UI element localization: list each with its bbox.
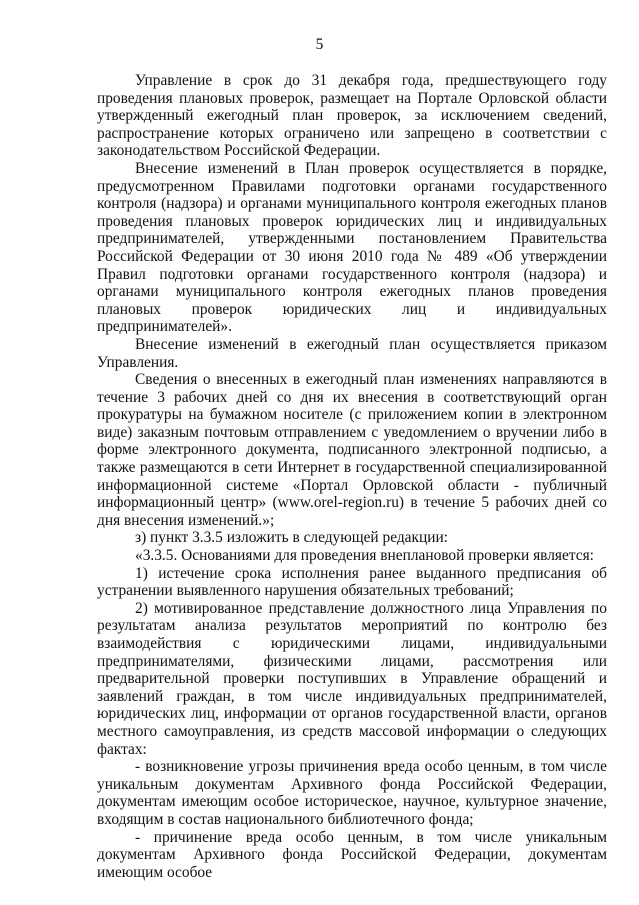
paragraph-grounds-heading: «3.3.5. Основаниями для проведения внеплановой проверки является: — [135, 547, 594, 565]
paragraph-plan-changes-order: Внесение изменений в ежегодный план осуществляется приказом Управления. — [97, 335, 607, 371]
page-number: 5 — [315, 36, 324, 53]
list-item-ground-1: 1) истечение срока исполнения ранее выданного предписания об устранении выявленного нарушения обязательных требований; — [97, 564, 607, 600]
paragraph-amendment-clause: з) пункт 3.3.5 изложить в следующей редакции: — [135, 529, 448, 547]
list-item-fact-harm: - причинение вреда особо ценным, в том числе уникальным документам Архивного фонда Российской Федерации, документам имеющим особое — [97, 828, 607, 881]
paragraph-changes-notification: Сведения о внесенных в ежегодный план изменениях направляются в течение 3 рабочих дней со дня их внесения в соответствующий орган прокуратуры на бумажном носителе (с приложением копии в электронном виде) заказным почтовым отправлением с уведомлением о вручении либо в форме электронного документа, подписанного электронной подписью, а также размещаются в сети Интернет в государственной специализированной информационной системе «Портал Орловской области - публичный информационный центр» (www.orel-region.ru) в течение 5 рабочих дней со дня внесения изменений.»; — [97, 371, 607, 529]
document-body — [97, 72, 607, 881]
paragraph-plan-changes-procedure: Внесение изменений в План проверок осуществляется в порядке, предусмотренном Правилами подготовки органами государственного контроля (надзора) и органами муниципального контроля ежегодных планов проведения плановых проверок юридических лиц и индивидуальных предпринимателей, утвержденными постановлением Правительства Российской Федерации от 30 июня 2010 года № 489 «Об утверждении Правил подготовки органами государственного контроля (надзора) и органами муниципального контроля ежегодных планов проведения плановых проверок юридических лиц и индивидуальных предпринимателей». — [97, 159, 607, 336]
list-item-ground-2: 2) мотивированное представление должностного лица Управления по результатам анализа результатов мероприятий по контролю без взаимодействия с юридическими лицами, индивидуальными предпринимателями, физическими лицами, рассмотрения или предварительной проверки поступивших в Управление обращений и заявлений граждан, в том числе индивидуальных предпринимателей, юридических лиц, информации от органов государственной власти, органов местного самоуправления, из средств массовой информации о следующих фактах: — [97, 599, 607, 758]
list-item-fact-threat: - возникновение угрозы причинения вреда особо ценным, в том числе уникальным документам Архивного фонда Российской Федерации, документам имеющим особое историческое, научное, культурное значение, входящим в состав национального библиотечного фонда; — [97, 758, 607, 828]
paragraph-plan-publication: Управление в срок до 31 декабря года, предшествующего году проведения плановых проверок, размещает на Портале Орловской области утвержденный ежегодный план проверок, за исключением сведений, распространение которых ограничено или запрещено в соответствии с законодательством Российской Федерации. — [97, 72, 607, 160]
